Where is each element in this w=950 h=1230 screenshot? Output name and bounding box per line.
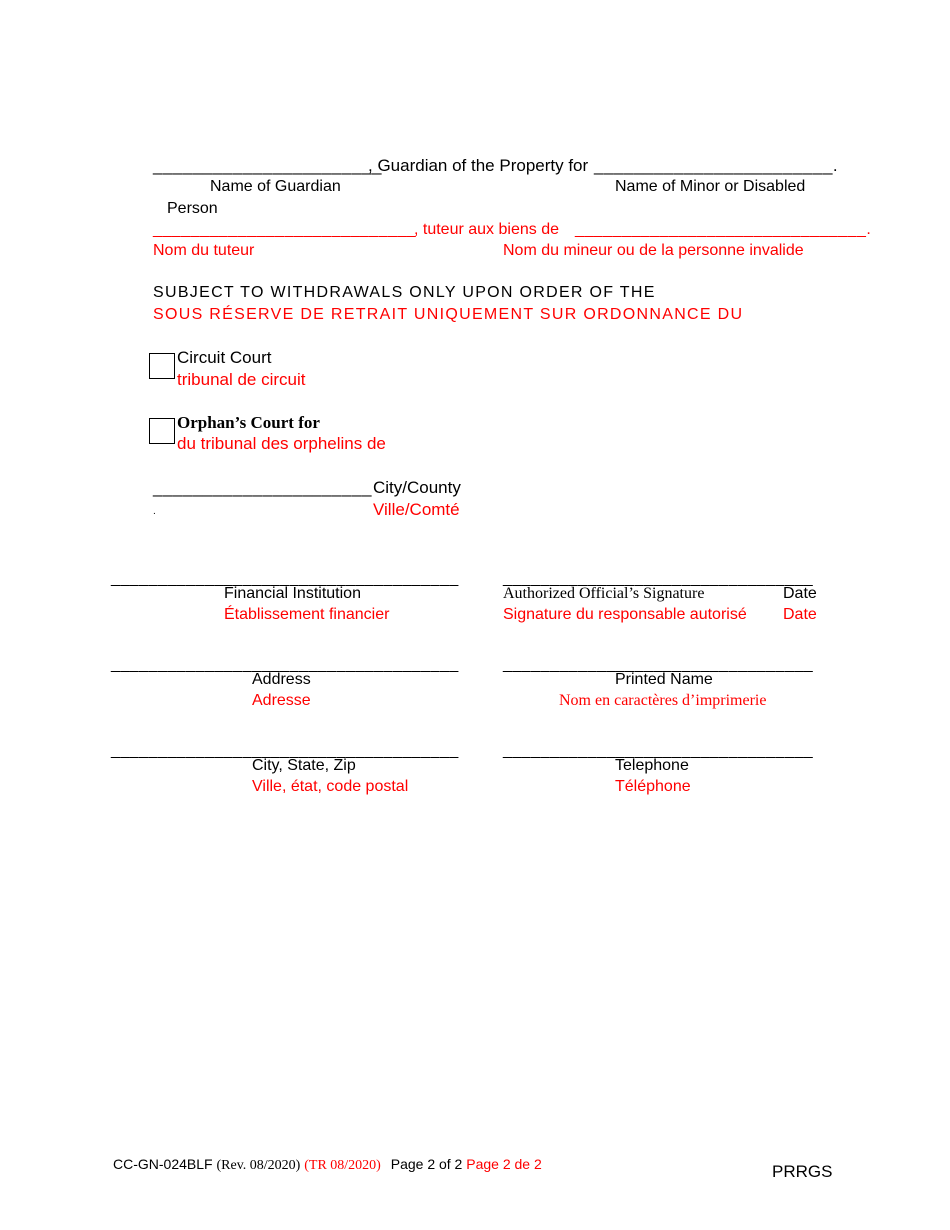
ville-comte-label: Ville/Comté [373, 500, 460, 519]
page-number-en: Page 2 of 2 [390, 1156, 463, 1172]
authorized-signature-label: Authorized Official’s Signature [503, 585, 705, 602]
printed-name-blank[interactable]: _________________________________ [503, 656, 814, 673]
guardian-of-property-label: , Guardian of the Property for [368, 156, 589, 175]
circuit-court-label: Circuit Court [177, 348, 272, 367]
signature-responsable-label: Signature du responsable autorisé [503, 606, 747, 623]
circuit-court-checkbox[interactable] [149, 353, 175, 379]
address-label: Address [252, 671, 311, 688]
ville-etat-label: Ville, état, code postal [252, 778, 409, 795]
city-state-zip-label: City, State, Zip [252, 757, 356, 774]
tribunal-des-orphelins-label: du tribunal des orphelins de [177, 434, 386, 453]
nom-du-tuteur-label: Nom du tuteur [153, 242, 255, 259]
subject-heading-en: SUBJECT TO WITHDRAWALS ONLY UPON ORDER OF THE [153, 284, 656, 301]
telephone-blank[interactable]: _________________________________ [503, 742, 814, 759]
nom-du-mineur-label: Nom du mineur ou de la personne invalide [503, 242, 804, 259]
telephone-fr-label: Téléphone [615, 778, 691, 795]
city-county-label: City/County [373, 478, 461, 497]
name-of-guardian-label: Name of Guardian [210, 178, 341, 195]
tribunal-de-circuit-label: tribunal de circuit [177, 370, 306, 389]
city-county-blank[interactable]: ______________________ [153, 478, 373, 497]
mineur-name-blank[interactable]: _______________________________. [575, 221, 872, 238]
telephone-label: Telephone [615, 757, 689, 774]
guardian-name-blank[interactable]: _______________________ [153, 156, 382, 175]
translation-revision: (TR 08/2020) [304, 1158, 381, 1173]
tuteur-aux-biens-label: , tuteur aux biens de [414, 221, 559, 238]
orphans-court-label: Orphan’s Court for [177, 413, 320, 432]
stray-dot: . [153, 506, 156, 517]
city-state-zip-blank[interactable]: _____________________________________ [111, 742, 459, 759]
adresse-label: Adresse [252, 692, 311, 709]
orphans-court-checkbox[interactable] [149, 418, 175, 444]
financial-institution-label: Financial Institution [224, 585, 361, 602]
name-of-minor-label: Name of Minor or Disabled [615, 178, 806, 195]
tuteur-name-blank[interactable]: ____________________________ [153, 221, 417, 238]
revision: (Rev. 08/2020) [216, 1158, 301, 1173]
date-fr-label: Date [783, 606, 817, 623]
etablissement-financier-label: Établissement financier [224, 606, 390, 623]
footer [113, 1156, 542, 1174]
printed-name-label: Printed Name [615, 671, 713, 688]
date-label: Date [783, 585, 817, 602]
page-number-fr: Page 2 de 2 [466, 1156, 542, 1172]
person-label: Person [167, 200, 218, 217]
authorized-signature-blank[interactable]: _________________________________ [503, 570, 814, 587]
minor-name-blank[interactable]: ________________________. [594, 156, 839, 175]
nom-caracteres-label: Nom en caractères d’imprimerie [559, 692, 767, 709]
subject-heading-fr: SOUS RÉSERVE DE RETRAIT UNIQUEMENT SUR ORDONNANCE DU [153, 306, 744, 323]
financial-institution-blank[interactable]: _____________________________________ [111, 570, 459, 587]
address-blank[interactable]: _____________________________________ [111, 656, 459, 673]
prrgs-label: PRRGS [772, 1162, 833, 1181]
form-code: CC-GN-024BLF [113, 1156, 213, 1172]
